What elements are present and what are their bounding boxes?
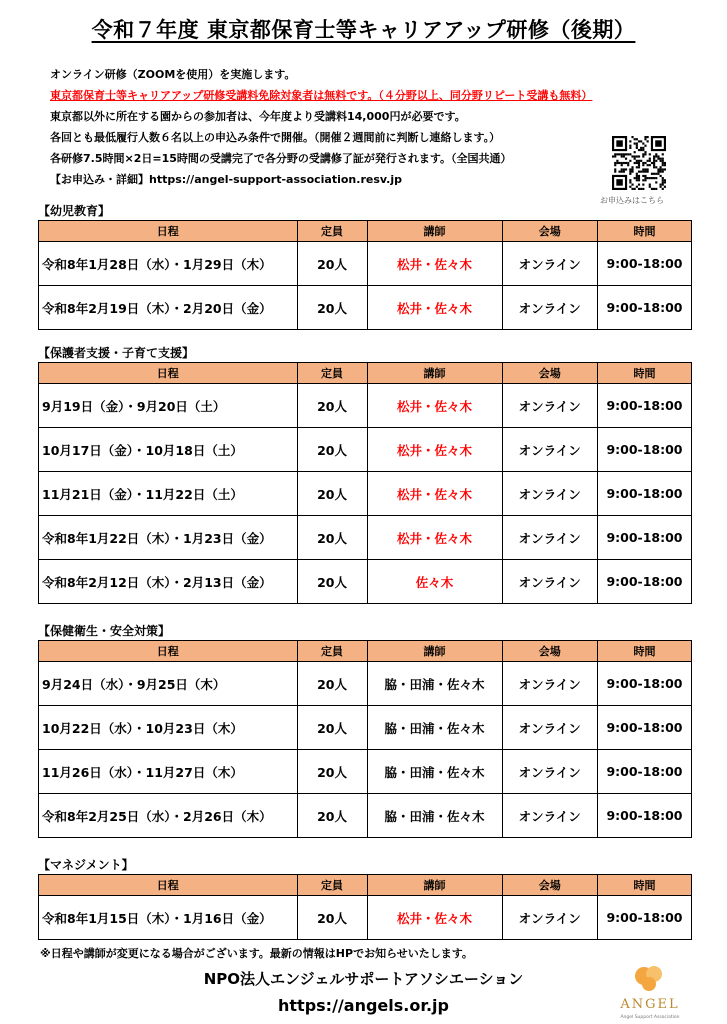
date-cell: 令和8年2月25日（水）・2月26日（木） — [39, 794, 298, 838]
date-cell: 10月22日（水）・10月23日（木） — [39, 706, 298, 750]
table-row — [39, 560, 692, 604]
intro-line[interactable]: 【お申込み・詳細】https://angel-support-association.resv.jp — [50, 173, 402, 186]
time-cell: 9:00-18:00 — [597, 286, 691, 330]
venue-cell: オンライン — [502, 384, 597, 428]
time-cell: 9:00-18:00 — [597, 384, 691, 428]
instructor-cell: 松井・佐々木 — [367, 242, 502, 286]
intro-line: 各研修7.5時間×2日=15時間の受講完了で各分野の受講修了証が発行されます。（全国共通） — [50, 152, 512, 165]
table-row — [39, 750, 692, 794]
schedule-section — [38, 344, 692, 604]
capacity-cell: 20人 — [297, 286, 367, 330]
table-row — [39, 896, 692, 940]
qr-caption: お申込みはこちら — [600, 196, 664, 205]
venue-cell: オンライン — [502, 516, 597, 560]
date-cell: 令和8年1月15日（木）・1月16日（金） — [39, 896, 298, 940]
table-row — [39, 384, 692, 428]
column-header: 日程 — [39, 641, 298, 662]
date-cell: 9月19日（金）・9月20日（土） — [39, 384, 298, 428]
column-header: 日程 — [39, 875, 298, 896]
schedule-table — [38, 220, 692, 330]
capacity-cell: 20人 — [297, 750, 367, 794]
venue-cell: オンライン — [502, 794, 597, 838]
table-row — [39, 662, 692, 706]
schedule-table — [38, 874, 692, 940]
venue-cell: オンライン — [502, 662, 597, 706]
table-row — [39, 794, 692, 838]
time-cell: 9:00-18:00 — [597, 472, 691, 516]
column-header: 時間 — [597, 641, 691, 662]
schedule-table — [38, 640, 692, 838]
footnote: ※日程や講師が変更になる場合がございます。最新の情報はHPでお知らせいたします。 — [40, 947, 473, 960]
intro-line: オンライン研修（ZOOMを使用）を実施します。 — [50, 68, 296, 81]
date-cell: 令和8年1月28日（水）・1月29日（木） — [39, 242, 298, 286]
intro-line: 東京都以外に所在する園からの参加者は、今年度より受講料14,000円が必要です。 — [50, 110, 466, 123]
capacity-cell: 20人 — [297, 896, 367, 940]
table-row — [39, 286, 692, 330]
date-cell: 10月17日（金）・10月18日（土） — [39, 428, 298, 472]
time-cell: 9:00-18:00 — [597, 794, 691, 838]
venue-cell: オンライン — [502, 706, 597, 750]
page-title: 令和７年度 東京都保育士等キャリアアップ研修（後期） — [91, 18, 636, 42]
column-header: 講師 — [367, 875, 502, 896]
capacity-cell: 20人 — [297, 794, 367, 838]
column-header: 講師 — [367, 363, 502, 384]
time-cell: 9:00-18:00 — [597, 896, 691, 940]
capacity-cell: 20人 — [297, 472, 367, 516]
column-header: 会場 — [502, 363, 597, 384]
instructor-cell: 松井・佐々木 — [367, 286, 502, 330]
date-cell: 11月21日（金）・11月22日（土） — [39, 472, 298, 516]
schedule-section — [38, 622, 692, 838]
venue-cell: オンライン — [502, 560, 597, 604]
date-cell: 令和8年1月22日（木）・1月23日（金） — [39, 516, 298, 560]
column-header: 日程 — [39, 221, 298, 242]
instructor-cell: 松井・佐々木 — [367, 428, 502, 472]
column-header: 時間 — [597, 875, 691, 896]
column-header: 講師 — [367, 221, 502, 242]
venue-cell: オンライン — [502, 242, 597, 286]
table-row — [39, 428, 692, 472]
instructor-cell: 脇・田浦・佐々木 — [367, 662, 502, 706]
instructor-cell: 脇・田浦・佐々木 — [367, 706, 502, 750]
intro-line: 東京都保育士等キャリアアップ研修受講料免除対象者は無料です。（４分野以上、同分野リピート受講も無料） — [50, 89, 593, 102]
section-title: 【幼児教育】 — [38, 204, 111, 218]
time-cell: 9:00-18:00 — [597, 560, 691, 604]
intro-notes — [50, 64, 690, 190]
section-title: 【マネジメント】 — [38, 858, 134, 872]
column-header: 日程 — [39, 363, 298, 384]
date-cell: 9月24日（水）・9月25日（木） — [39, 662, 298, 706]
column-header: 会場 — [502, 641, 597, 662]
venue-cell: オンライン — [502, 750, 597, 794]
instructor-cell: 松井・佐々木 — [367, 384, 502, 428]
instructor-cell: 脇・田浦・佐々木 — [367, 750, 502, 794]
angel-logo — [612, 962, 688, 1022]
venue-cell: オンライン — [502, 428, 597, 472]
column-header: 定員 — [297, 641, 367, 662]
time-cell: 9:00-18:00 — [597, 242, 691, 286]
capacity-cell: 20人 — [297, 428, 367, 472]
capacity-cell: 20人 — [297, 560, 367, 604]
capacity-cell: 20人 — [297, 516, 367, 560]
intro-line: 各回とも最低履行人数６名以上の申込み条件で開催。（開催２週間前に判断し連絡します。） — [50, 131, 501, 144]
column-header: 会場 — [502, 875, 597, 896]
organization-name: NPO法人エンジェルサポートアソシエーション — [203, 970, 524, 988]
section-title: 【保健衛生・安全対策】 — [38, 624, 171, 638]
time-cell: 9:00-18:00 — [597, 428, 691, 472]
section-title: 【保護者支援・子育て支援】 — [38, 346, 195, 360]
time-cell: 9:00-18:00 — [597, 516, 691, 560]
schedule-section — [38, 202, 692, 330]
time-cell: 9:00-18:00 — [597, 706, 691, 750]
column-header: 時間 — [597, 363, 691, 384]
capacity-cell: 20人 — [297, 242, 367, 286]
instructor-cell: 松井・佐々木 — [367, 896, 502, 940]
venue-cell: オンライン — [502, 286, 597, 330]
venue-cell: オンライン — [502, 896, 597, 940]
column-header: 会場 — [502, 221, 597, 242]
table-row — [39, 472, 692, 516]
time-cell: 9:00-18:00 — [597, 750, 691, 794]
date-cell: 令和8年2月19日（木）・2月20日（金） — [39, 286, 298, 330]
schedule-section — [38, 856, 692, 940]
table-row — [39, 516, 692, 560]
capacity-cell: 20人 — [297, 662, 367, 706]
logo-wordmark: ANGEL — [620, 997, 680, 1012]
instructor-cell: 松井・佐々木 — [367, 472, 502, 516]
column-header: 定員 — [297, 221, 367, 242]
date-cell: 令和8年2月12日（木）・2月13日（金） — [39, 560, 298, 604]
date-cell: 11月26日（水）・11月27日（木） — [39, 750, 298, 794]
venue-cell: オンライン — [502, 472, 597, 516]
website-link[interactable]: https://angels.or.jp — [278, 996, 449, 1015]
qr-code[interactable] — [612, 136, 666, 190]
column-header: 時間 — [597, 221, 691, 242]
schedule-table — [38, 362, 692, 604]
capacity-cell: 20人 — [297, 384, 367, 428]
time-cell: 9:00-18:00 — [597, 662, 691, 706]
capacity-cell: 20人 — [297, 706, 367, 750]
table-row — [39, 242, 692, 286]
instructor-cell: 脇・田浦・佐々木 — [367, 794, 502, 838]
table-row — [39, 706, 692, 750]
instructor-cell: 佐々木 — [367, 560, 502, 604]
column-header: 定員 — [297, 363, 367, 384]
column-header: 定員 — [297, 875, 367, 896]
logo-subtext: Angel Support Association — [620, 1015, 680, 1020]
column-header: 講師 — [367, 641, 502, 662]
instructor-cell: 松井・佐々木 — [367, 516, 502, 560]
